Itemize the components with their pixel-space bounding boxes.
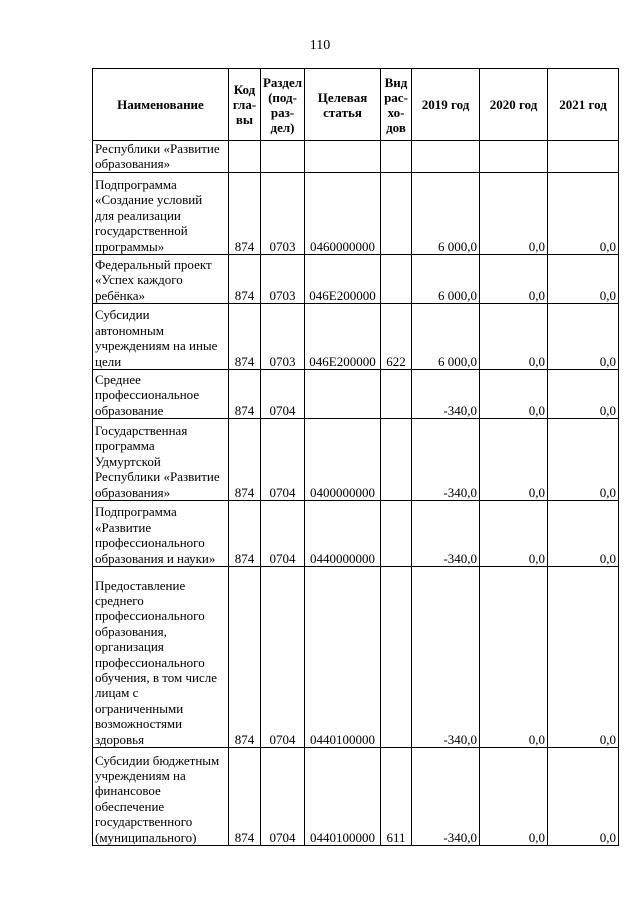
- razdel-cell: 0704: [261, 748, 305, 846]
- header-2019: 2019 год: [412, 69, 480, 141]
- name-cell: [93, 501, 229, 567]
- vid-cell: [381, 567, 412, 748]
- name-line: для реализации: [95, 207, 181, 223]
- kod-cell: 874: [229, 370, 261, 419]
- header-2020: 2020 год: [480, 69, 548, 141]
- amount-2019-cell: 6 000,0: [412, 255, 480, 304]
- amount-2020-cell: 0,0: [480, 748, 548, 846]
- target-cell: [305, 141, 381, 173]
- amount-2020-cell: 0,0: [480, 255, 548, 304]
- vid-cell: [381, 141, 412, 173]
- razdel-cell: 0704: [261, 567, 305, 748]
- name-line: «Успех каждого: [95, 272, 183, 288]
- name-line: цели: [95, 353, 122, 369]
- amount-2021-cell: 0,0: [548, 255, 619, 304]
- amount-2019-cell: 6 000,0: [412, 304, 480, 370]
- name-line: возможностями: [95, 716, 183, 732]
- amount-2021-cell: 0,0: [548, 304, 619, 370]
- vid-cell: [381, 255, 412, 304]
- header-vid-line: хо-: [387, 104, 405, 120]
- amount-2021-cell: 0,0: [548, 419, 619, 501]
- header-target-line: Целевая: [317, 89, 368, 105]
- razdel-cell: 0704: [261, 419, 305, 501]
- name-line: профессионального: [95, 654, 205, 670]
- name-line: Среднее: [95, 371, 141, 387]
- header-kod-line: гла-: [232, 97, 257, 112]
- name-line: образования,: [95, 623, 167, 639]
- table-row: [93, 255, 619, 304]
- table-row: [93, 173, 619, 255]
- name-line: Субсидии: [95, 307, 150, 323]
- amount-2020-cell: [480, 141, 548, 173]
- razdel-cell: 0703: [261, 255, 305, 304]
- kod-cell: 874: [229, 748, 261, 846]
- kod-cell: 874: [229, 173, 261, 255]
- header-name: Наименование: [93, 69, 229, 141]
- name-line: образования»: [95, 484, 171, 500]
- header-vid-line: Вид: [384, 74, 408, 90]
- table-row: [93, 748, 619, 846]
- table-row: [93, 567, 619, 748]
- target-cell: 0400000000: [305, 419, 381, 501]
- amount-2019-cell: -340,0: [412, 370, 480, 419]
- target-cell: 0440100000: [305, 567, 381, 748]
- name-line: (муниципального): [95, 829, 197, 845]
- name-line: ребёнка»: [95, 287, 146, 303]
- kod-cell: 874: [229, 501, 261, 567]
- amount-2019-cell: -340,0: [412, 501, 480, 567]
- razdel-cell: 0703: [261, 173, 305, 255]
- table-row: [93, 419, 619, 501]
- amount-2021-cell: 0,0: [548, 173, 619, 255]
- header-target: [305, 69, 381, 141]
- name-line: профессионального: [95, 608, 205, 624]
- name-line: здоровья: [95, 731, 145, 747]
- vid-cell: 622: [381, 304, 412, 370]
- kod-cell: 874: [229, 304, 261, 370]
- amount-2021-cell: 0,0: [548, 501, 619, 567]
- header-vid-line: дов: [386, 119, 406, 135]
- name-line: образования»: [95, 156, 171, 172]
- target-cell: 0440000000: [305, 501, 381, 567]
- amount-2020-cell: 0,0: [480, 501, 548, 567]
- name-line: обучения, в том числе: [95, 669, 217, 685]
- header-kod-line: Код: [233, 82, 256, 97]
- name-cell: [93, 748, 229, 846]
- name-line: Предоставление: [95, 577, 186, 593]
- razdel-cell: 0703: [261, 304, 305, 370]
- amount-2021-cell: 0,0: [548, 748, 619, 846]
- name-line: учреждениям на: [95, 767, 186, 783]
- name-line: Республики «Развитие: [95, 141, 220, 156]
- name-line: программы»: [95, 238, 165, 254]
- name-line: организация: [95, 639, 164, 655]
- header-razdel: [261, 69, 305, 141]
- name-line: образование: [95, 402, 164, 418]
- vid-cell: [381, 501, 412, 567]
- amount-2020-cell: 0,0: [480, 370, 548, 419]
- kod-cell: 874: [229, 419, 261, 501]
- name-line: Подпрограмма: [95, 504, 177, 520]
- razdel-cell: [261, 141, 305, 173]
- name-line: автономным: [95, 322, 164, 338]
- name-line: Государственная: [95, 422, 188, 438]
- name-line: лицам с: [95, 685, 139, 701]
- name-cell: [93, 255, 229, 304]
- target-cell: 0440100000: [305, 748, 381, 846]
- name-line: профессионального: [95, 535, 205, 551]
- page-number: 110: [309, 38, 331, 53]
- name-line: ограниченными: [95, 700, 184, 716]
- name-cell: [93, 370, 229, 419]
- vid-cell: [381, 370, 412, 419]
- name-line: профессиональное: [95, 387, 200, 403]
- name-line: государственного: [95, 814, 193, 830]
- vid-cell: [381, 419, 412, 501]
- amount-2020-cell: 0,0: [480, 419, 548, 501]
- kod-cell: [229, 141, 261, 173]
- header-target-line: статья: [323, 104, 362, 120]
- razdel-cell: 0704: [261, 501, 305, 567]
- amount-2020-cell: 0,0: [480, 567, 548, 748]
- amount-2019-cell: -340,0: [412, 748, 480, 846]
- name-cell: [93, 567, 229, 748]
- header-razdel-line: (под-: [268, 89, 297, 105]
- name-cell: [93, 141, 229, 173]
- name-line: Федеральный проект: [95, 256, 212, 272]
- name-cell: [93, 173, 229, 255]
- table-body: [93, 141, 619, 846]
- amount-2021-cell: 0,0: [548, 567, 619, 748]
- header-kod: [229, 69, 261, 141]
- kod-cell: 874: [229, 567, 261, 748]
- target-cell: 046E200000: [305, 304, 381, 370]
- name-line: Удмуртской: [95, 453, 161, 469]
- table-row: [93, 370, 619, 419]
- amount-2019-cell: [412, 141, 480, 173]
- amount-2021-cell: 0,0: [548, 370, 619, 419]
- kod-cell: 874: [229, 255, 261, 304]
- budget-table: [92, 68, 619, 846]
- amount-2021-cell: [548, 141, 619, 173]
- target-cell: [305, 370, 381, 419]
- name-line: учреждениям на иные: [95, 338, 218, 354]
- amount-2020-cell: 0,0: [480, 173, 548, 255]
- header-razdel-line: раз-: [270, 104, 295, 120]
- name-line: программа: [95, 438, 155, 454]
- header-2021: 2021 год: [548, 69, 619, 141]
- name-line: «Развитие: [95, 519, 152, 535]
- amount-2019-cell: -340,0: [412, 419, 480, 501]
- name-cell: [93, 304, 229, 370]
- header-vid-line: рас-: [384, 89, 408, 105]
- vid-cell: [381, 173, 412, 255]
- name-line: «Создание условий: [95, 192, 203, 208]
- name-line: Республики «Развитие: [95, 469, 220, 485]
- header-kod-line: вы: [235, 112, 254, 127]
- amount-2019-cell: -340,0: [412, 567, 480, 748]
- amount-2020-cell: 0,0: [480, 304, 548, 370]
- name-line: финансовое: [95, 783, 161, 799]
- header-row: [93, 69, 619, 141]
- name-line: Субсидии бюджетным: [95, 752, 220, 768]
- name-line: образования и науки»: [95, 550, 216, 566]
- amount-2019-cell: 6 000,0: [412, 173, 480, 255]
- name-line: государственной: [95, 223, 188, 239]
- header-razdel-line: Раздел: [262, 74, 303, 90]
- name-cell: [93, 419, 229, 501]
- name-line: обеспечение: [95, 798, 165, 814]
- header-razdel-line: дел): [270, 119, 295, 135]
- table-row: [93, 501, 619, 567]
- header-vid: [381, 69, 412, 141]
- table-row: [93, 141, 619, 173]
- name-line: среднего: [95, 592, 144, 608]
- target-cell: 0460000000: [305, 173, 381, 255]
- vid-cell: 611: [381, 748, 412, 846]
- razdel-cell: 0704: [261, 370, 305, 419]
- table-row: [93, 304, 619, 370]
- target-cell: 046E200000: [305, 255, 381, 304]
- name-line: Подпрограмма: [95, 176, 177, 192]
